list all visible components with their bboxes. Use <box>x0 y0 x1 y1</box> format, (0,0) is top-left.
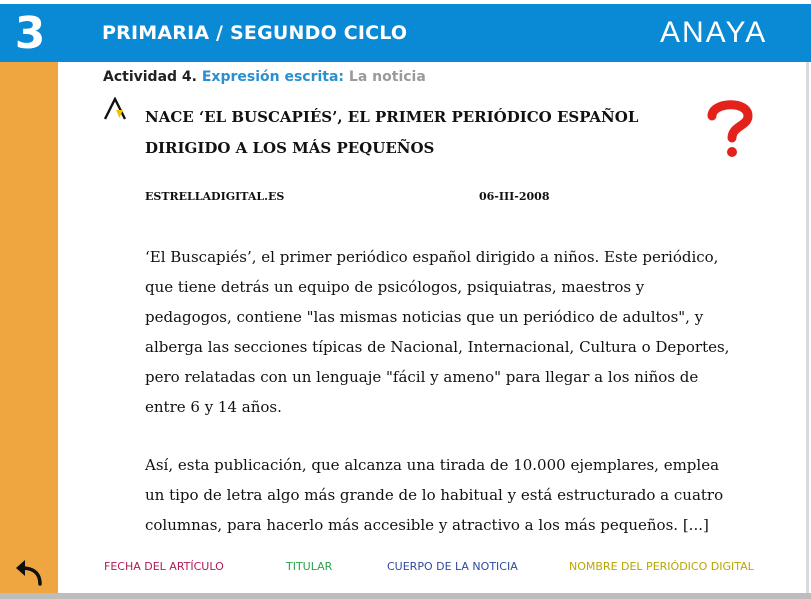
cycle-title: PRIMARIA / SEGUNDO CICLO <box>102 22 408 44</box>
article-paragraph-1: ‘El Buscapiés’, el primer periódico español dirigido a niños. Este periódico, que tiene detrás un equipo de psicólogos, psiquiatras, maestros y pedagogos, contiene "las mismas noticias que un periódico de adultos", y alberga las secciones típicas de Nacional, Internacional, Cultura o Deportes, pero relatadas con un lenguaje "fácil y ameno" para llegar a los niños de entre 6 y 14 años. <box>145 248 730 416</box>
question-mark-icon[interactable] <box>698 96 762 160</box>
article-date: 06-III-2008 <box>479 190 550 203</box>
headline-line-2: DIRIGIDO A LOS MÁS PEQUEÑOS <box>145 139 435 157</box>
headline-line-1: NACE ‘EL BUSCAPIÉS’, EL PRIMER PERIÓDICO ESPAÑOL <box>145 108 639 126</box>
footer-link-body[interactable]: CUERPO DE LA NOTICIA <box>387 560 518 573</box>
activity-heading <box>103 69 426 85</box>
left-sidebar <box>0 62 58 593</box>
article-paragraph-2: Así, esta publicación, que alcanza una tirada de 10.000 ejemplares, emplea un tipo de letra algo más grande de lo habitual y está estructurado a cuatro columnas, para hacerlo más accesible y atractivo a los más pequeños. [...] <box>145 456 724 534</box>
activity-label: Actividad 4. <box>103 69 197 85</box>
footer-link-date[interactable]: FECHA DEL ARTÍCULO <box>104 560 224 573</box>
brand-logo: ANAYA <box>660 16 768 49</box>
anaya-a-logo-icon <box>103 97 131 121</box>
article-headline <box>145 102 705 164</box>
activity-type: Expresión escrita: <box>201 69 345 85</box>
right-border <box>806 62 809 593</box>
footer-link-title[interactable]: TITULAR <box>286 560 333 573</box>
article-source: ESTRELLADIGITAL.ES <box>145 190 285 203</box>
header-bar <box>0 4 811 62</box>
bottom-border <box>0 593 811 599</box>
cycle-number-box <box>0 4 60 62</box>
footer-link-newspaper[interactable]: NOMBRE DEL PERIÓDICO DIGITAL <box>569 560 754 573</box>
activity-subtype: La noticia <box>348 69 426 85</box>
cycle-number: 3 <box>14 7 46 59</box>
back-arrow-icon[interactable] <box>12 556 46 588</box>
